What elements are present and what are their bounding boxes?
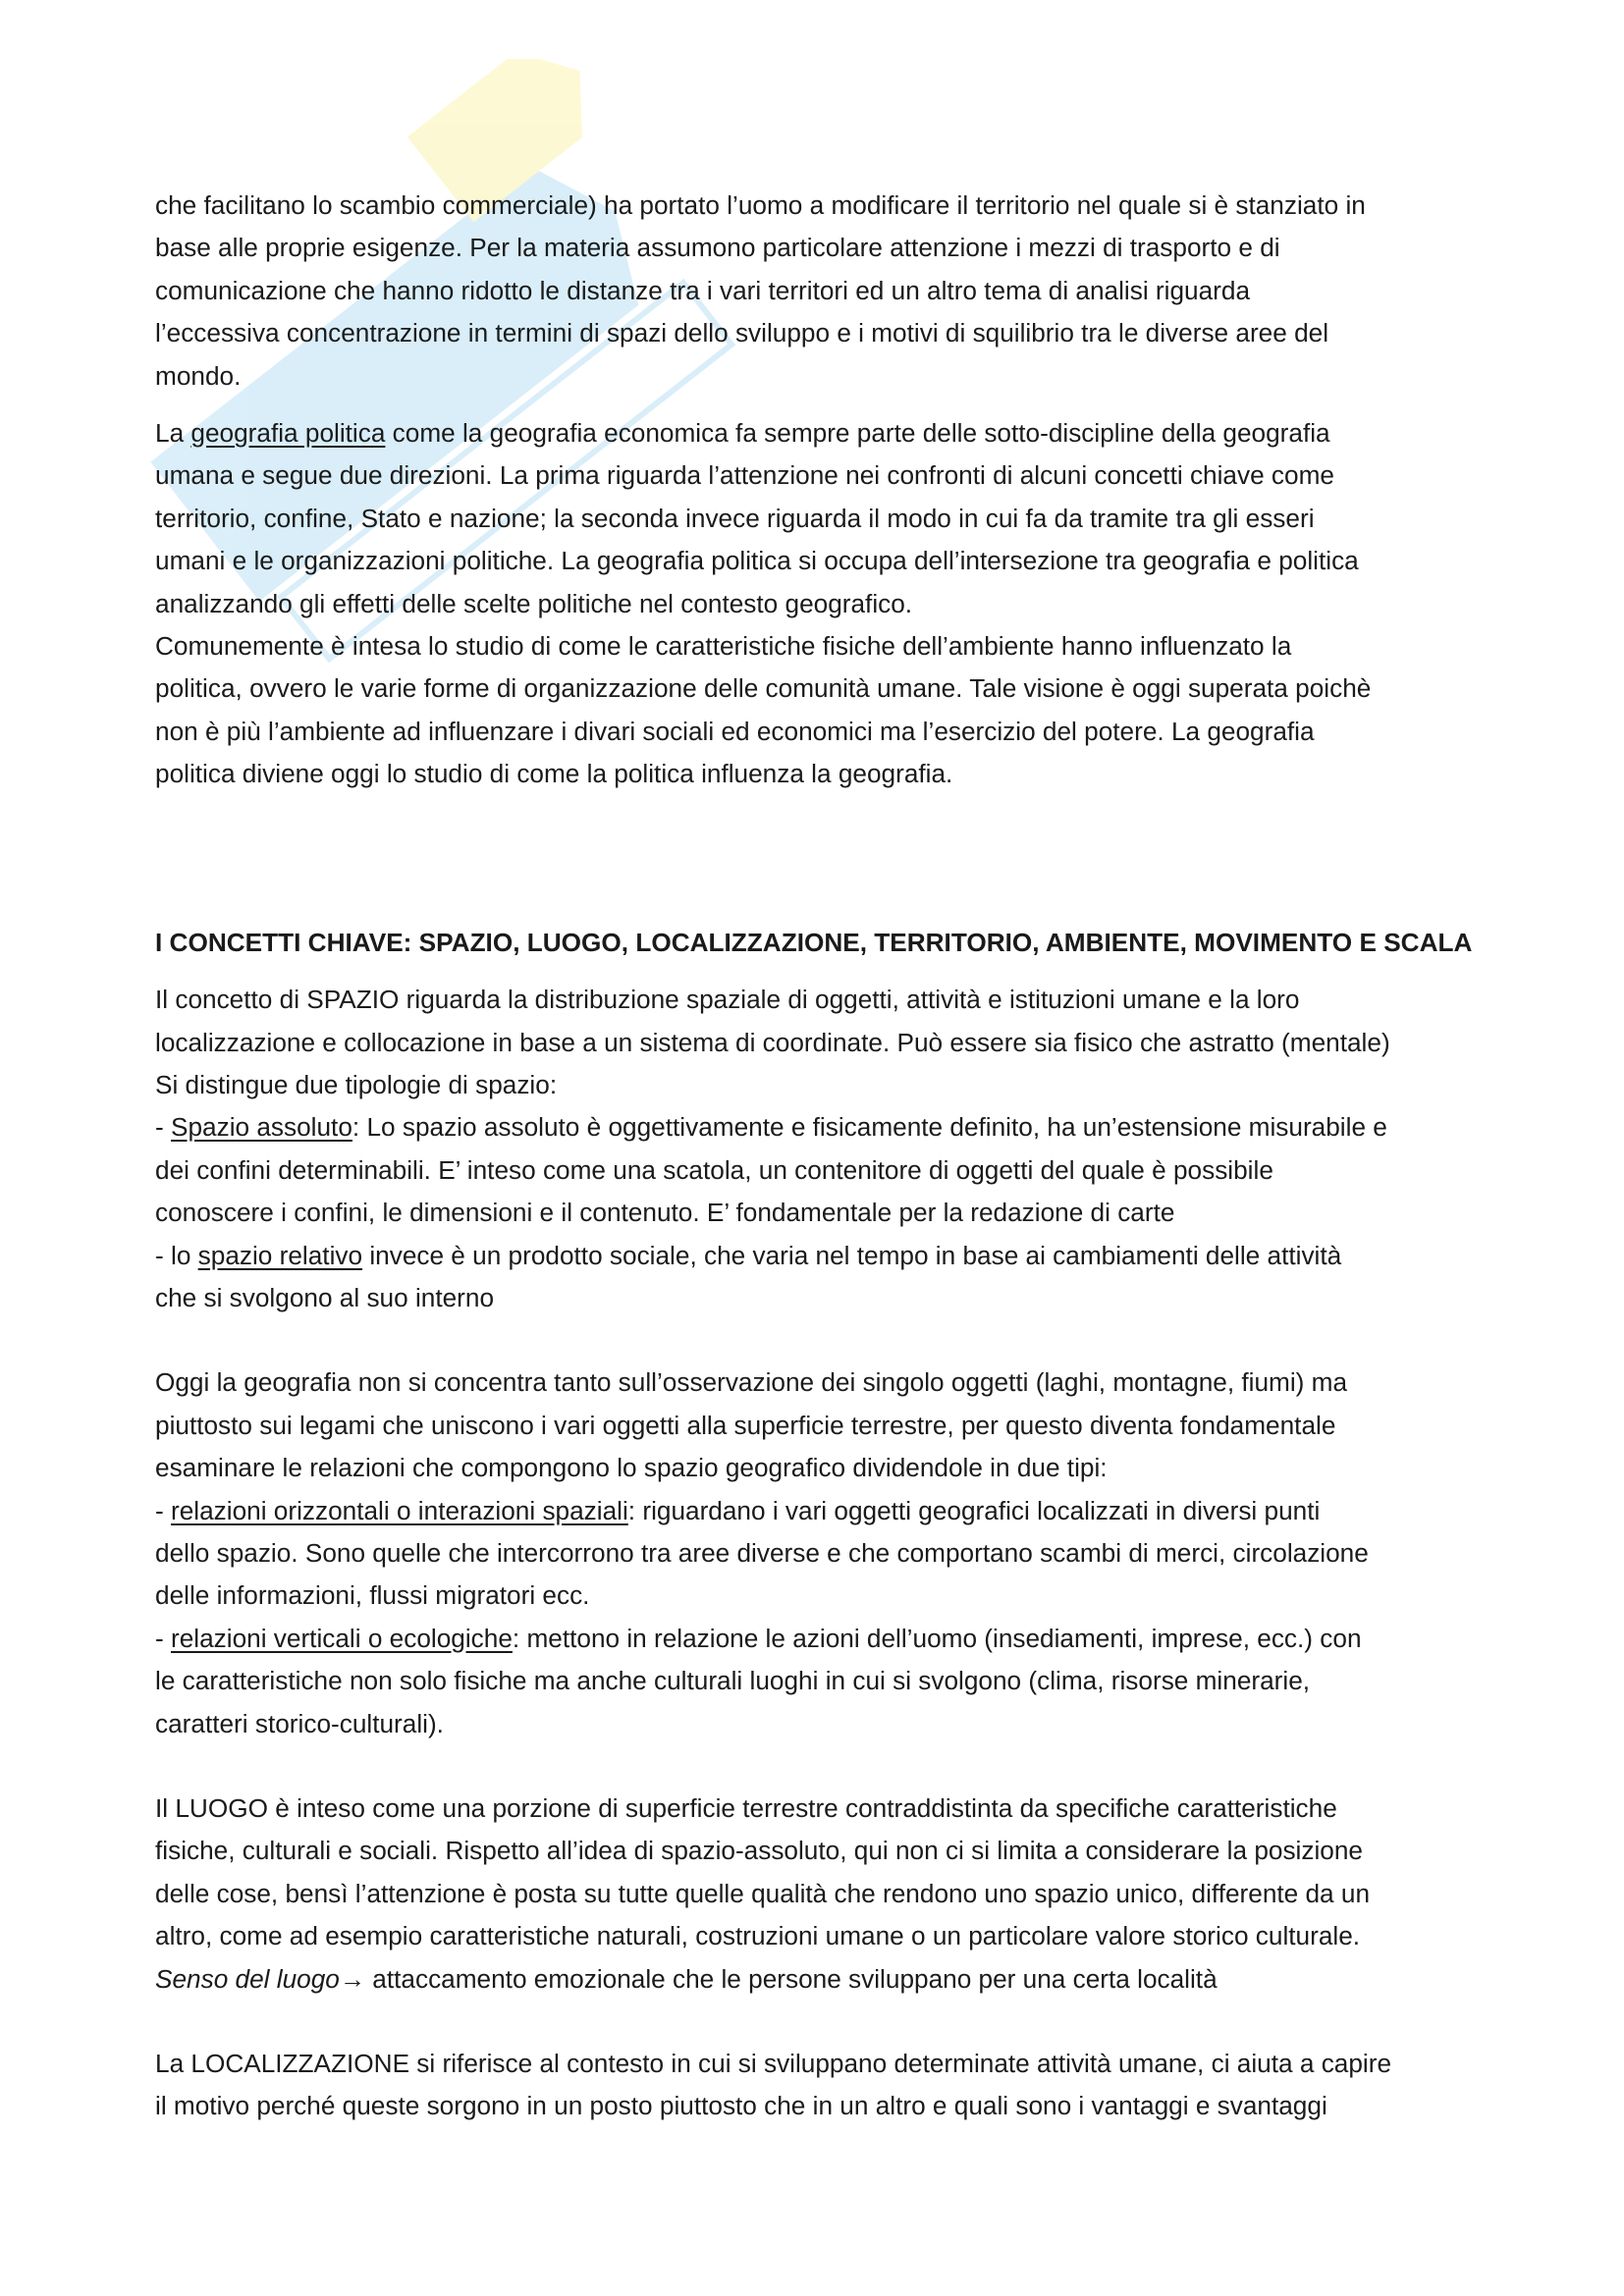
text-line: il motivo perché queste sorgono in un posto piuttosto che in un altro e quali sono i vantaggi e svantaggi — [155, 2091, 1327, 2121]
text-line: che facilitano lo scambio commerciale) ha portato l’uomo a modificare il territorio nel quale si è stanziato in — [155, 190, 1366, 220]
text-line: caratteri storico-culturali). — [155, 1708, 444, 1738]
term-geografia-politica: geografia politica — [190, 418, 386, 449]
term-senso-del-luogo: Senso del luogo — [155, 1963, 340, 1994]
term-relazioni-verticali: relazioni verticali o ecologiche — [171, 1623, 513, 1653]
arrow-icon: → — [339, 1963, 366, 1994]
text-line: piuttosto sui legami che uniscono i vari oggetti alla superficie terrestre, per questo diventa fondamentale — [155, 1410, 1336, 1440]
term-spazio-assoluto: Spazio assoluto — [171, 1112, 352, 1143]
term-relazioni-orizzontali: relazioni orizzontali o interazioni spaziali — [171, 1495, 628, 1525]
text-line: dei confini determinabili. E’ inteso come una scatola, un contenitore di oggetti del quale è possibile — [155, 1154, 1273, 1185]
text-line: le caratteristiche non solo fisiche ma anche culturali luoghi in cui si svolgono (clima, risorse minerarie, — [155, 1666, 1311, 1696]
text-span: invece è un prodotto sociale, che varia nel tempo in base ai cambiamenti delle attività — [362, 1240, 1342, 1270]
text-span: - — [155, 1623, 171, 1653]
text-line: comunicazione che hanno ridotto le distanze tra i vari territori ed un altro tema di analisi riguarda — [155, 275, 1251, 305]
text-line — [155, 1490, 1490, 1532]
text-line — [155, 1235, 1490, 1277]
text-line — [155, 1106, 1490, 1148]
spazio-paragraph — [155, 979, 1490, 1319]
political-geography-paragraph — [155, 412, 1490, 796]
text-line — [155, 1618, 1490, 1660]
text-line: Oggi la geografia non si concentra tanto sull’osservazione dei singolo oggetti (laghi, montagne, fiumi) ma — [155, 1367, 1348, 1398]
text-span: - lo — [155, 1240, 198, 1270]
text-line: altro, come ad esempio caratteristiche naturali, costruzioni umane o un particolare valore storico culturale. — [155, 1921, 1361, 1951]
document-body — [155, 185, 1490, 2128]
text-line: Comunemente è intesa lo studio di come le caratteristiche fisiche dell’ambiente hanno influenzato la — [155, 631, 1292, 662]
text-line: analizzando gli effetti delle scelte politiche nel contesto geografico. — [155, 588, 913, 618]
text-line: che si svolgono al suo interno — [155, 1282, 495, 1312]
text-line: fisiche, culturali e sociali. Rispetto all’idea di spazio-assoluto, qui non ci si limita a considerare la posizione — [155, 1836, 1363, 1866]
text-line: politica diviene oggi lo studio di come la politica influenza la geografia. — [155, 759, 953, 789]
text-line: Il LUOGO è inteso come una porzione di superficie terrestre contraddistinta da specifiche caratteristiche — [155, 1793, 1337, 1823]
text-line: localizzazione e collocazione in base a un sistema di coordinate. Può essere sia fisico che astratto (mentale) — [155, 1027, 1390, 1057]
text-span: come la geografia economica fa sempre parte delle sotto-discipline della geografia — [385, 418, 1330, 449]
text-line: territorio, confine, Stato e nazione; la seconda invece riguarda il modo in cui fa da tramite tra gli esseri — [155, 503, 1315, 533]
text-span: La — [155, 418, 191, 449]
text-line: La LOCALIZZAZIONE si riferisce al contesto in cui si sviluppano determinate attività umane, ci aiuta a capire — [155, 2049, 1392, 2079]
section-heading: I CONCETTI CHIAVE: SPAZIO, LUOGO, LOCALIZZAZIONE, TERRITORIO, AMBIENTE, MOVIMENTO E SCALA — [155, 927, 1473, 957]
text-span: : mettono in relazione le azioni dell’uomo (insediamenti, imprese, ecc.) con — [512, 1623, 1362, 1653]
term-spazio-relativo: spazio relativo — [197, 1240, 363, 1270]
text-line: Si distingue due tipologie di spazio: — [155, 1069, 558, 1099]
relazioni-paragraph — [155, 1362, 1490, 1745]
localizzazione-paragraph — [155, 2043, 1490, 2128]
text-span: : riguardano i vari oggetti geografici localizzati in diversi punti — [627, 1495, 1321, 1525]
text-span: : Lo spazio assoluto è oggettivamente e fisicamente definito, ha un’estensione misurabile e — [352, 1112, 1387, 1143]
text-line: l’eccessiva concentrazione in termini di spazi dello sviluppo e i motivi di squilibrio tra le diverse aree del — [155, 318, 1329, 348]
text-line: politica, ovvero le varie forme di organizzazione delle comunità umane. Tale visione è oggi superata poichè — [155, 673, 1372, 704]
text-line: base alle proprie esigenze. Per la materia assumono particolare attenzione i mezzi di trasporto e di — [155, 233, 1280, 263]
text-line: delle cose, bensì l’attenzione è posta su tutte quelle qualità che rendono uno spazio unico, differente da un — [155, 1878, 1371, 1908]
text-line: Il concetto di SPAZIO riguarda la distribuzione spaziale di oggetti, attività e istituzioni umane e la loro — [155, 985, 1300, 1015]
text-line: non è più l’ambiente ad influenzare i divari sociali ed economici ma l’esercizio del potere. La geografia — [155, 716, 1315, 746]
text-line — [155, 412, 1490, 454]
luogo-paragraph — [155, 1788, 1490, 2001]
text-span: - — [155, 1112, 171, 1143]
text-line — [155, 1958, 1490, 2001]
text-line: umana e segue due direzioni. La prima riguarda l’attenzione nei confronti di alcuni concetti chiave come — [155, 460, 1334, 491]
text-line: mondo. — [155, 360, 242, 391]
text-line: delle informazioni, flussi migratori ecc. — [155, 1580, 590, 1611]
text-line: dello spazio. Sono quelle che intercorrono tra aree diverse e che comportano scambi di merci, circolazione — [155, 1537, 1369, 1568]
text-span: attaccamento emozionale che le persone sviluppano per una certa località — [365, 1963, 1218, 1994]
text-line: conoscere i confini, le dimensioni e il contenuto. E’ fondamentale per la redazione di carte — [155, 1198, 1175, 1228]
text-line: umani e le organizzazioni politiche. La geografia politica si occupa dell’intersezione tra geografia e politica — [155, 546, 1359, 576]
text-span: - — [155, 1495, 171, 1525]
text-line: esaminare le relazioni che compongono lo spazio geografico dividendole in due tipi: — [155, 1453, 1108, 1483]
intro-paragraph — [155, 185, 1490, 398]
